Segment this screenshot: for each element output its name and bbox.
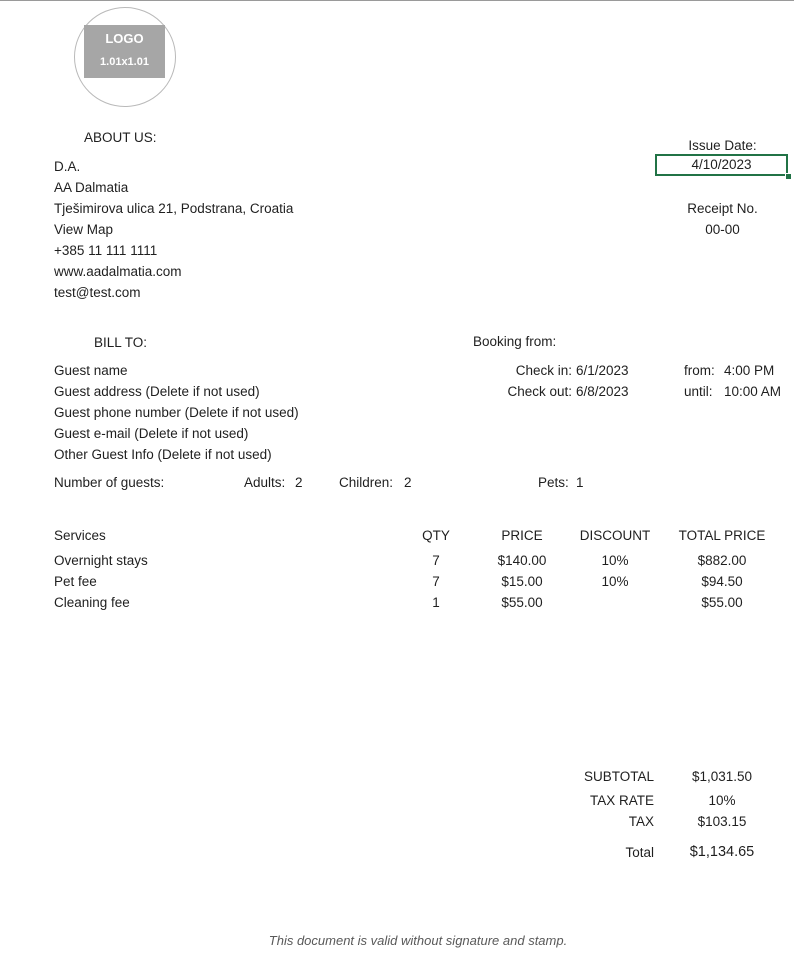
guest-name[interactable]: Guest name bbox=[54, 363, 128, 378]
pets-count[interactable]: 1 bbox=[576, 475, 584, 490]
checkout-time[interactable]: 10:00 AM bbox=[724, 384, 782, 399]
logo-placeholder[interactable] bbox=[84, 25, 165, 78]
service-total[interactable]: $55.00 bbox=[701, 595, 743, 610]
receipt-number[interactable]: 00-00 bbox=[705, 222, 740, 237]
service-price[interactable]: $55.00 bbox=[501, 595, 543, 610]
guest-phone[interactable]: Guest phone number (Delete if not used) bbox=[54, 405, 299, 420]
tax-value[interactable]: $103.15 bbox=[697, 814, 747, 829]
company-phone[interactable]: +385 11 111 1111 bbox=[54, 243, 158, 258]
pets-label: Pets: bbox=[538, 475, 569, 490]
service-price[interactable]: $15.00 bbox=[501, 574, 543, 589]
total-value[interactable]: $1,134.65 bbox=[689, 844, 755, 860]
service-total[interactable]: $94.50 bbox=[701, 574, 743, 589]
service-name[interactable]: Overnight stays bbox=[54, 553, 148, 568]
about-heading: ABOUT US: bbox=[84, 130, 157, 145]
tax-label: TAX bbox=[628, 814, 654, 829]
service-qty[interactable]: 7 bbox=[432, 553, 440, 568]
checkin-time[interactable]: 4:00 PM bbox=[724, 363, 775, 378]
company-address[interactable]: Tješimirova ulica 21, Podstrana, Croatia bbox=[54, 201, 294, 216]
adults-count[interactable]: 2 bbox=[295, 475, 303, 490]
service-total[interactable]: $882.00 bbox=[697, 553, 747, 568]
company-website[interactable]: www.aadalmatia.com bbox=[54, 264, 182, 279]
guests-label: Number of guests: bbox=[54, 475, 165, 490]
services-header: Services bbox=[54, 528, 106, 543]
service-qty[interactable]: 7 bbox=[432, 574, 440, 589]
total-label: Total bbox=[625, 845, 654, 860]
checkin-date[interactable]: 6/1/2023 bbox=[576, 363, 629, 378]
checkout-date[interactable]: 6/8/2023 bbox=[576, 384, 629, 399]
service-name[interactable]: Pet fee bbox=[54, 574, 97, 589]
subtotal-value[interactable]: $1,031.50 bbox=[691, 769, 753, 784]
service-qty[interactable]: 1 bbox=[432, 595, 440, 610]
fill-handle[interactable] bbox=[785, 173, 792, 180]
tax-rate-label: TAX RATE bbox=[589, 793, 654, 808]
company-name[interactable]: AA Dalmatia bbox=[54, 180, 129, 195]
issue-date-label: Issue Date: bbox=[688, 138, 757, 153]
guest-email[interactable]: Guest e-mail (Delete if not used) bbox=[54, 426, 249, 441]
children-count[interactable]: 2 bbox=[404, 475, 412, 490]
guest-address[interactable]: Guest address (Delete if not used) bbox=[54, 384, 260, 399]
qty-header: QTY bbox=[422, 528, 450, 543]
tax-rate-value[interactable]: 10% bbox=[708, 793, 736, 808]
company-email[interactable]: test@test.com bbox=[54, 285, 141, 300]
issue-date-cell[interactable]: 4/10/2023 bbox=[655, 154, 788, 176]
validity-note: This document is valid without signature and stamp. bbox=[268, 933, 568, 948]
subtotal-label: SUBTOTAL bbox=[583, 769, 654, 784]
bill-to-heading: BILL TO: bbox=[94, 335, 148, 350]
receipt-label: Receipt No. bbox=[687, 201, 758, 216]
service-price[interactable]: $140.00 bbox=[497, 553, 547, 568]
service-discount[interactable]: 10% bbox=[601, 553, 629, 568]
logo-label: LOGO bbox=[105, 31, 144, 46]
booking-heading: Booking from: bbox=[473, 334, 557, 349]
until-label: until: bbox=[684, 384, 713, 399]
company-initials[interactable]: D.A. bbox=[54, 159, 81, 174]
checkout-label: Check out: bbox=[507, 384, 572, 399]
sheet-top-border bbox=[0, 0, 794, 1]
checkin-label: Check in: bbox=[515, 363, 572, 378]
children-label: Children: bbox=[339, 475, 394, 490]
adults-label: Adults: bbox=[244, 475, 286, 490]
service-name[interactable]: Cleaning fee bbox=[54, 595, 130, 610]
price-header: PRICE bbox=[501, 528, 543, 543]
service-discount[interactable]: 10% bbox=[601, 574, 629, 589]
view-map-link[interactable]: View Map bbox=[54, 222, 114, 237]
from-label: from: bbox=[684, 363, 715, 378]
total-price-header: TOTAL PRICE bbox=[678, 528, 766, 543]
guest-other-info[interactable]: Other Guest Info (Delete if not used) bbox=[54, 447, 272, 462]
discount-header: DISCOUNT bbox=[579, 528, 651, 543]
logo-size: 1.01x1.01 bbox=[100, 56, 149, 68]
